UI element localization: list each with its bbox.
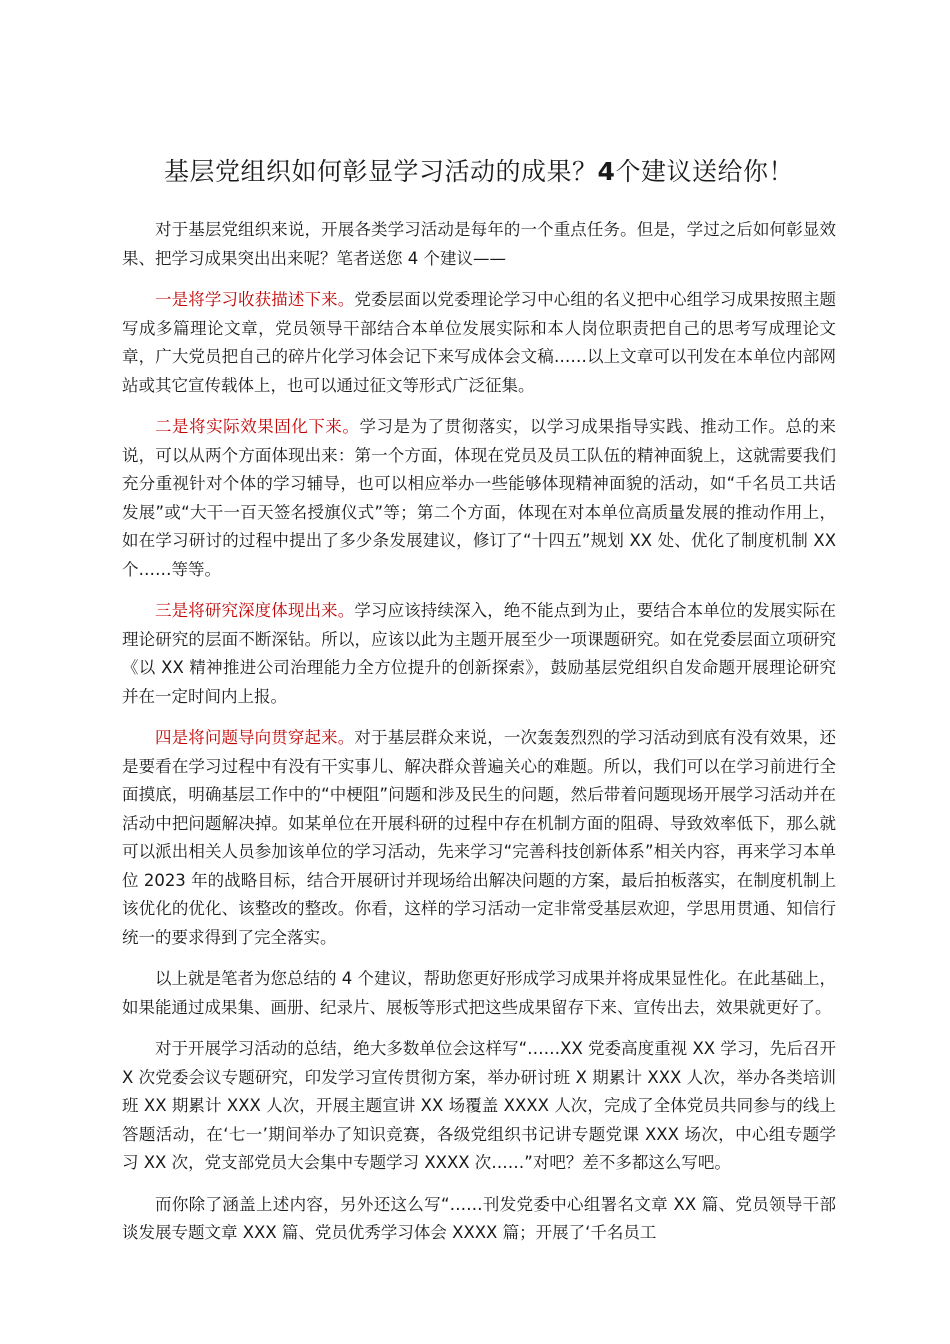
summary-paragraph: 以上就是笔者为您总结的 4 个建议，帮助您更好形成学习成果并将成果显性化。在此基础上，如果能通过成果集、画册、纪录片、展板等形式把这些成果留存下来、宣传出去，效果就更好了。 [122,969,836,1017]
suggestion-paragraph-1 [122,286,836,400]
suggestion-heading-1: 一是将学习收获描述下来。 [155,290,355,309]
suggestion-body-3: 学习应该持续深入，绝不能点到为止，要结合本单位的发展实际在理论研究的层面不断深钻。所以，应该以此为主题开展至少一项课题研究。如在党委层面立项研究《以 XX 精神推进公司治理能力全方位提升的创新探索》，鼓励基层党组织自发命题开展理论研究并在一定时间内上报。 [122,601,837,706]
suggestion-paragraph-4 [122,724,836,952]
document-page [122,150,836,1261]
common-example-paragraph: 对于开展学习活动的总结，绝大多数单位会这样写“……XX 党委高度重视 XX 学习，先后召开 X 次党委会议专题研究，印发学习宣传贯彻方案，举办研讨班 X 期累计 XXX 人次，举办各类培训班 XX 期累计 XXX 人次，开展主题宣讲 XX 场覆盖 XXXX 人次，完成了全体党员共同参与的线上答题活动，在‘七一’期间举办了知识竞赛，各级党组织书记讲专题党课 XXX 场次，中心组专题学习 XX 次，党支部党员大会集中专题学习 XXXX 次……”对吧？差不多都这么写吧。 [122,1039,836,1172]
suggestion-body-4: 对于基层群众来说，一次轰轰烈烈的学习活动到底有没有效果，还是要看在学习过程中有没有干实事儿、解决群众普遍关心的难题。所以，我们可以在学习前进行全面摸底，明确基层工作中的“中梗阻”问题和涉及民生的问题，然后带着问题现场开展学习活动并在活动中把问题解决掉。如某单位在开展科研的过程中存在机制方面的阻碍、导致效率低下，那么就可以派出相关人员参加该单位的学习活动，先来学习“完善科技创新体系”相关内容，再来学习本单位 2023 年的战略目标，结合开展研讨并现场给出解决问题的方案，最后拍板落实，在制度机制上该优化的优化、该整改的整改。你看，这样的学习活动一定非常受基层欢迎，学思用贯通、知信行统一的要求得到了完全落实。 [122,728,837,947]
suggestion-body-2: 学习是为了贯彻落实，以学习成果指导实践、推动工作。总的来说，可以从两个方面体现出来：第一个方面，体现在党员及员工队伍的精神面貌上，这就需要我们充分重视针对个体的学习辅导，也可以相应举办一些能够体现精神面貌的活动，如“千名员工共话发展”或“大干一百天签名授旗仪式”等；第二个方面，体现在对本单位高质量发展的推动作用上，如在学习研讨的过程中提出了多少条发展建议，修订了“十四五”规划 XX 处、优化了制度机制 XX 个……等等。 [122,417,837,579]
suggestion-heading-2: 二是将实际效果固化下来。 [155,417,360,436]
intro-paragraph: 对于基层党组织来说，开展各类学习活动是每年的一个重点任务。但是，学过之后如何彰显效果、把学习成果突出出来呢？笔者送您 4 个建议—— [122,220,836,268]
title-number: 4 [597,157,616,186]
document-title [122,150,836,194]
suggestion-heading-3: 三是将研究深度体现出来。 [155,601,355,620]
suggestion-paragraph-3 [122,597,836,711]
better-example-paragraph: 而你除了涵盖上述内容，另外还这么写“……刊发党委中心组署名文章 XX 篇、党员领导干部谈发展专题文章 XXX 篇、党员优秀学习体会 XXXX 篇；开展了‘千名员工 [122,1194,836,1242]
title-text-after: 个建议送给你！ [615,157,794,186]
suggestion-heading-4: 四是将问题导向贯穿起来。 [155,728,355,747]
suggestion-paragraph-2 [122,413,836,584]
suggestion-body-1: 党委层面以党委理论学习中心组的名义把中心组学习成果按照主题写成多篇理论文章，党员领导干部结合本单位发展实际和本人岗位职责把自己的思考写成理论文章，广大党员把自己的碎片化学习体会记下来写成体会文稿……以上文章可以刊发在本单位内部网站或其它宣传载体上，也可以通过征文等形式广泛征集。 [122,290,837,395]
title-text-before: 基层党组织如何彰显学习活动的成果？ [164,157,598,186]
